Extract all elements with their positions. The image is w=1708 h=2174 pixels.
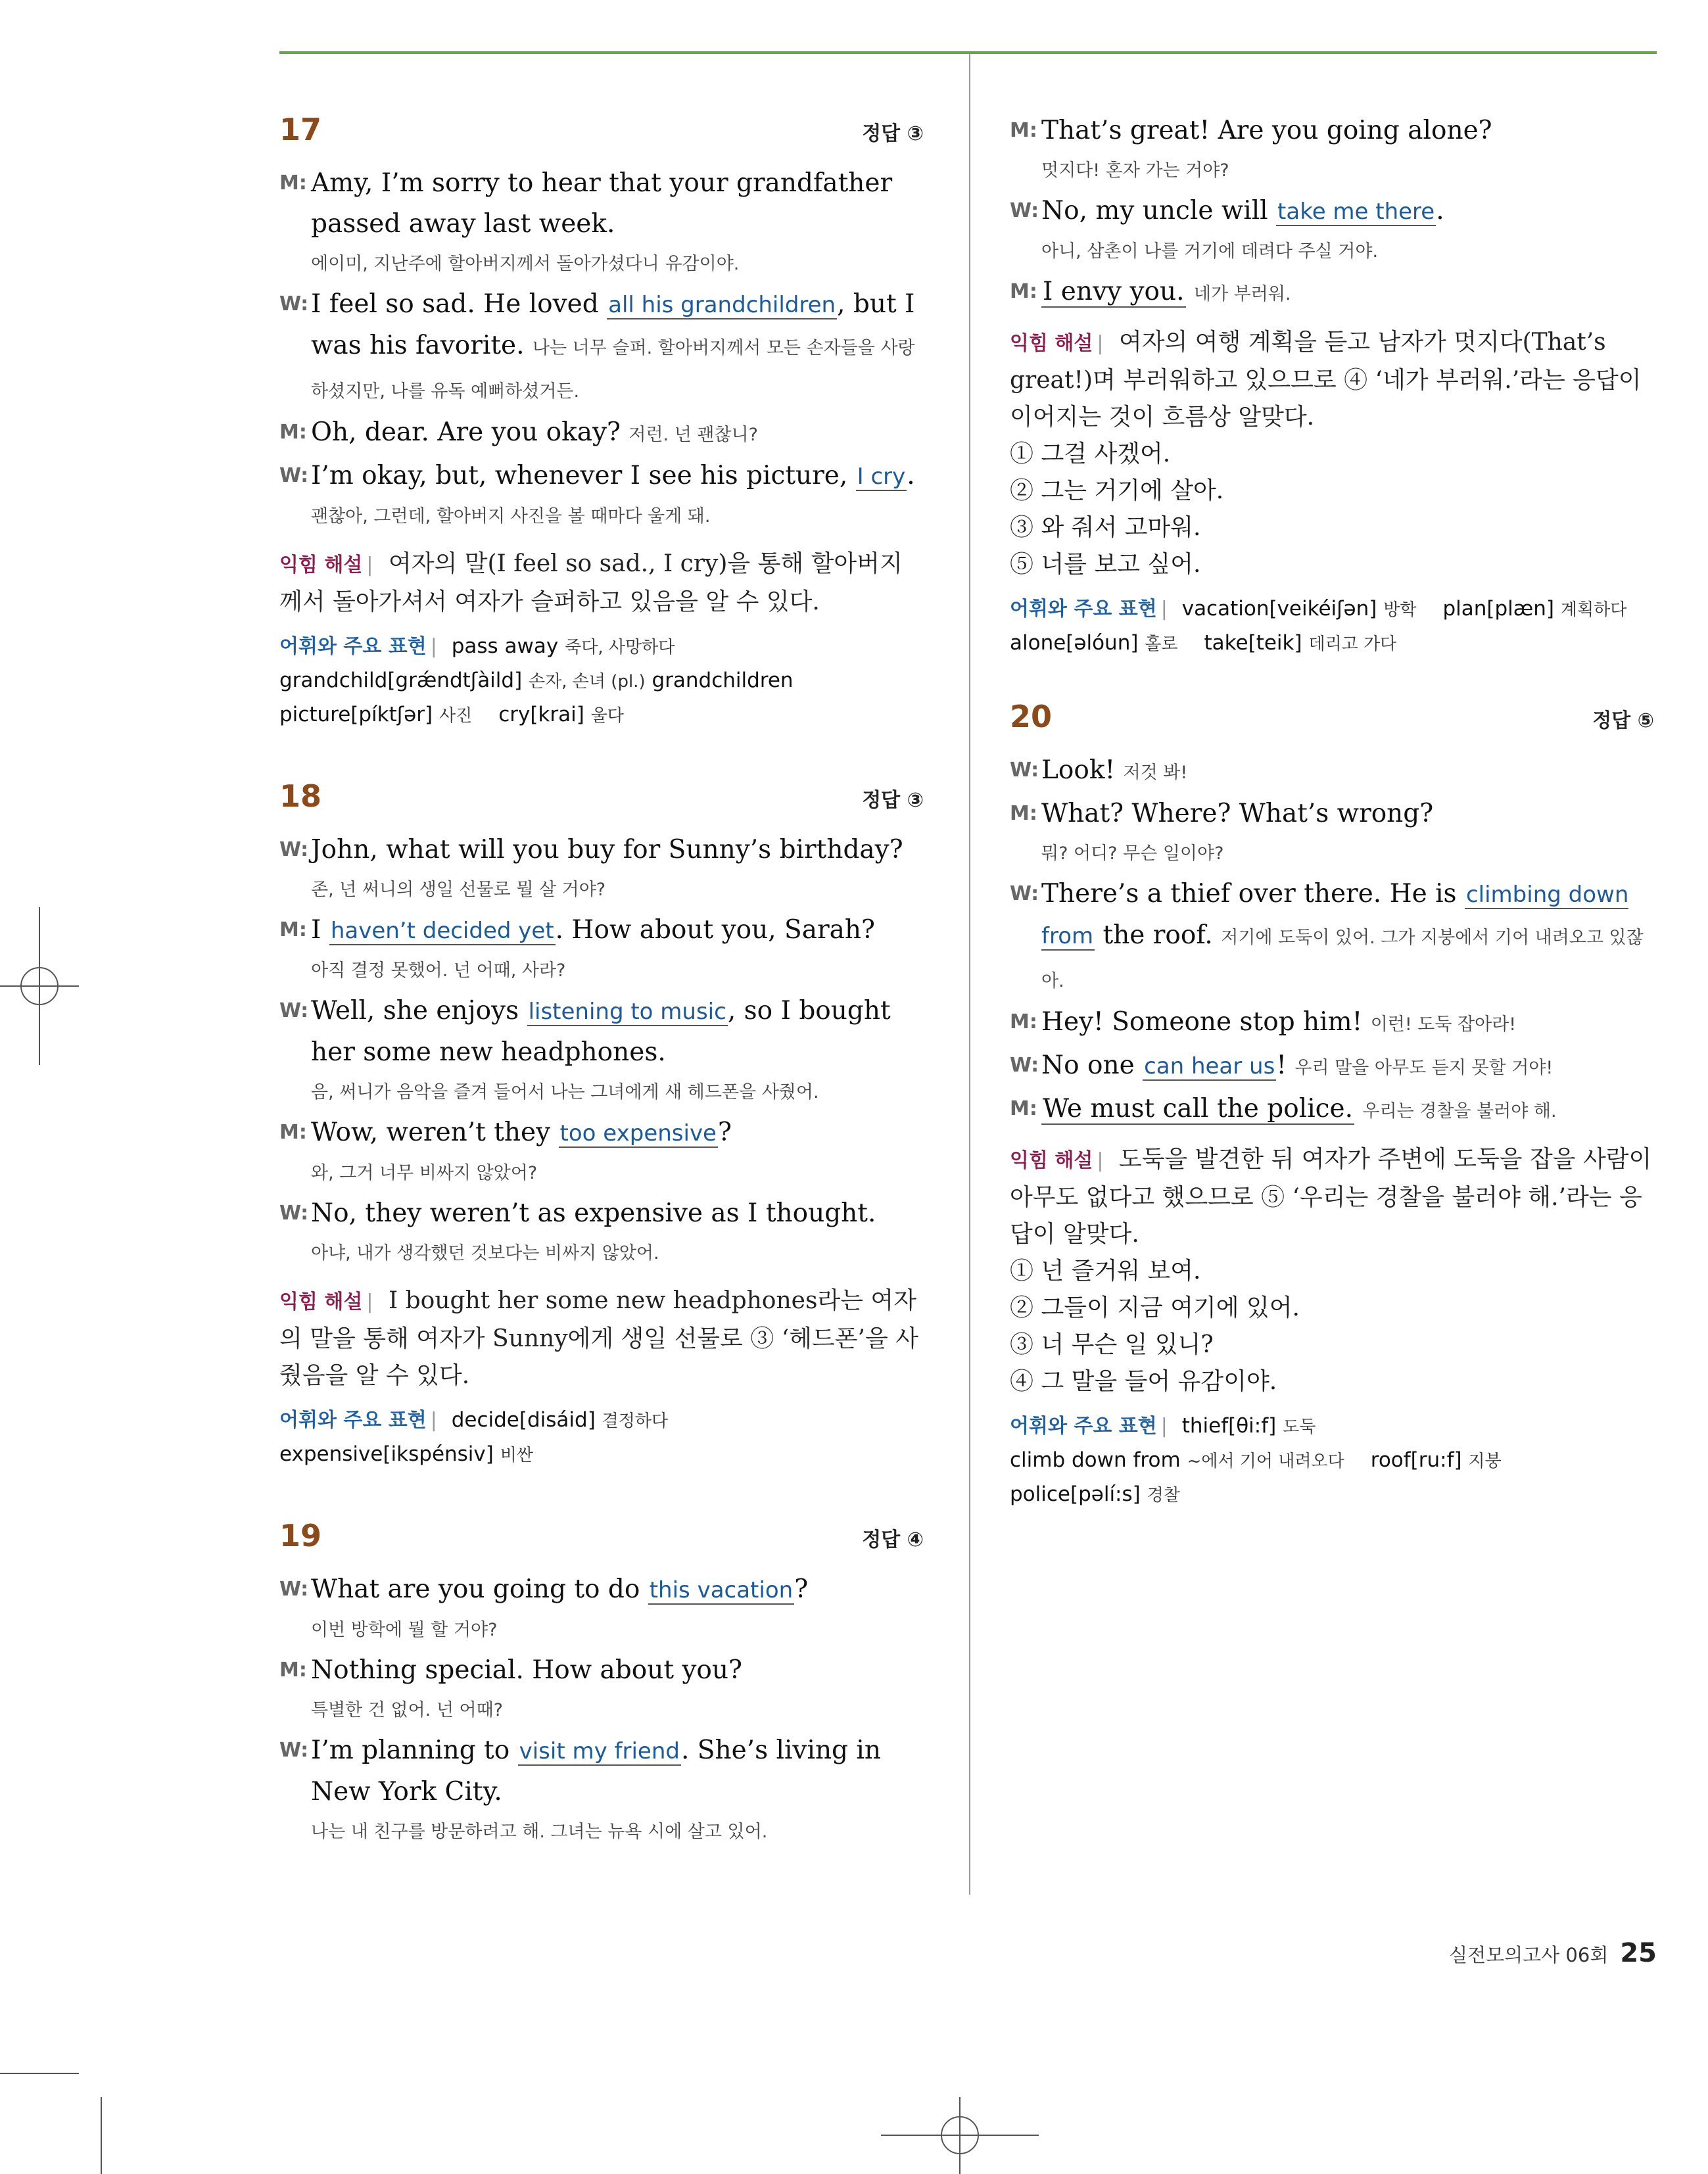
- speaker-label: M:: [1010, 280, 1037, 303]
- vocab-word: grandchildren: [652, 669, 794, 692]
- question-20: [1010, 699, 1654, 1512]
- explanation-text: I bought her some new headphones라는 여자의 말을 통해 여자가 Sunny에게 생일 선물로 ③ ‘헤드폰’을 사줬음을 알 수 있다.: [279, 1287, 918, 1389]
- vocab-meaning: 데리고 가다: [1308, 634, 1397, 654]
- speaker-label: W:: [279, 464, 309, 487]
- dialogue-line: [1010, 110, 1654, 151]
- option-item: ⑤ 너를 보고 싶어.: [1010, 551, 1201, 578]
- answer-sentence: We must call the police.: [1043, 1094, 1353, 1123]
- english-text: . She’s living in New York City.: [311, 1736, 882, 1807]
- dialogue-line: [279, 1730, 924, 1812]
- question-19: [279, 1518, 924, 1852]
- dialogue-line: [1010, 874, 1654, 1002]
- english-text: .: [1436, 196, 1444, 225]
- answer-label: 정답 ③: [862, 122, 924, 145]
- korean-translation: 음, 써니가 음악을 즐겨 들어서 나는 그녀에게 새 헤드폰을 사줬어.: [311, 1082, 819, 1102]
- korean-translation: 괜찮아, 그런데, 할아버지 사진을 볼 때마다 울게 돼.: [311, 506, 711, 527]
- korean-translation: 우리는 경찰을 불러야 해.: [1362, 1101, 1557, 1122]
- english-text: Oh, dear. Are you okay?: [311, 417, 621, 447]
- english-text: There’s a thief over there. He is: [1041, 879, 1465, 909]
- dialogue-line: [1010, 1045, 1654, 1089]
- blank-answer: can hear us: [1144, 1053, 1275, 1079]
- option-item: ① 그걸 사겠어.: [1010, 440, 1171, 467]
- blank-answer: visit my friend: [519, 1738, 680, 1764]
- dialogue-line: [1010, 793, 1654, 834]
- english-text: I: [311, 915, 329, 945]
- speaker-label: W:: [279, 999, 309, 1022]
- question-number: 20: [1010, 699, 1053, 734]
- dialogue-line: [1010, 1089, 1654, 1132]
- crop-mark: [0, 2071, 105, 2174]
- korean-translation: 네가 부러워.: [1193, 284, 1291, 304]
- question-number: 17: [279, 112, 322, 147]
- question-number: 19: [279, 1518, 322, 1553]
- speaker-label: M:: [279, 918, 307, 941]
- question-17: [279, 112, 924, 732]
- speaker-label: W:: [279, 838, 309, 861]
- vocab-meaning: ~에서 기어 내려오다: [1187, 1452, 1344, 1471]
- speaker-label: W:: [1010, 1054, 1039, 1077]
- korean-translation: 저것 봐!: [1123, 763, 1188, 783]
- vocabulary-tag: 어휘와 주요 표현: [279, 635, 427, 658]
- english-text: I’m okay, but, whenever I see his picture,: [311, 461, 856, 490]
- vocab-word: expensive[ikspénsiv]: [279, 1442, 494, 1466]
- vocabulary-tag: 어휘와 주요 표현: [1010, 1415, 1157, 1438]
- left-column: [279, 112, 924, 1898]
- english-text: I feel so sad. He loved: [311, 289, 607, 319]
- dialogue-line: [279, 1112, 924, 1154]
- option-item: ④ 그 말을 들어 유감이야.: [1010, 1368, 1277, 1395]
- vocab-word: pass away: [451, 634, 559, 658]
- vocabulary: 어휘와 주요 표현 | thief[θi:f] 도둑 climb down from ~에서 기어 내려오다 roof[ru:f] 지붕 police[pəlí:s] 경찰: [1010, 1414, 1502, 1506]
- english-text: Look!: [1041, 755, 1116, 785]
- option-list: [1010, 436, 1654, 583]
- korean-translation: 나는 너무 슬퍼. 할아버지께서 모든 손자들을 사랑하셨지만, 나를 유독 예뻐하셨거든.: [311, 338, 915, 402]
- blank-answer: too expensive: [559, 1120, 717, 1146]
- vocab-word: plan[plæn]: [1442, 597, 1554, 621]
- dialogue-line: [1010, 191, 1654, 232]
- vocab-word: thief[θi:f]: [1181, 1414, 1277, 1438]
- dialogue-line: [279, 284, 924, 412]
- dialogue-line: [279, 1650, 924, 1691]
- blank-answer: this vacation: [649, 1577, 794, 1603]
- footer-label: 실전모의고사 06회: [1449, 1944, 1609, 1966]
- dialogue-line: [1010, 750, 1654, 793]
- registration-mark-bottom: [874, 2084, 1045, 2174]
- vocab-meaning: 사진: [439, 706, 473, 726]
- korean-translation: 저런. 넌 괜찮니?: [629, 425, 758, 445]
- page-footer: [1449, 1938, 1657, 1968]
- vocabulary: 어휘와 주요 표현 | vacation[veikéiʃən] 방학 plan[plæn] 계획하다 alone[əlóun] 홀로 take[teik] 데리고 가다: [1010, 597, 1627, 655]
- korean-translation: 와, 그거 너무 비싸지 않았어?: [311, 1163, 538, 1183]
- blank-answer: haven’t decided yet: [330, 918, 554, 944]
- explanation: 익힘 해설 | 여자의 말(I feel so sad., I cry)을 통해 할아버지께서 돌아가셔서 여자가 슬퍼하고 있음을 알 수 있다.: [279, 550, 903, 615]
- speaker-label: W:: [1010, 199, 1039, 222]
- vocab-word: cry[krai]: [498, 703, 584, 726]
- vocab-word: decide[disáid]: [451, 1408, 596, 1432]
- speaker-label: W:: [1010, 759, 1039, 782]
- english-text: Nothing special. How about you?: [311, 1655, 742, 1685]
- vocab-meaning: 비싼: [500, 1446, 533, 1465]
- english-text: Amy, I’m sorry to hear that your grandfather passed away last week.: [311, 168, 893, 239]
- blank-answer: I cry: [857, 463, 906, 490]
- vocab-meaning: 죽다, 사망하다: [565, 638, 675, 657]
- korean-translation: 나는 내 친구를 방문하려고 해. 그녀는 뉴욕 시에 살고 있어.: [311, 1822, 768, 1842]
- speaker-label: W:: [1010, 882, 1039, 905]
- speaker-label: M:: [1010, 1010, 1037, 1033]
- vocab-meaning: 울다: [590, 706, 624, 726]
- speaker-label: W:: [279, 1739, 309, 1762]
- english-text: ?: [794, 1574, 809, 1604]
- explanation: 익힘 해설 | 여자의 여행 계획을 듣고 남자가 멋지다(That’s great!)며 부러워하고 있으므로 ④ ‘네가 부러워.’라는 응답이 이어지는 것이 흐름상 알맞다.: [1010, 329, 1642, 431]
- page-number: 25: [1620, 1938, 1657, 1968]
- dialogue-line: [1010, 272, 1654, 315]
- english-text: No one: [1041, 1051, 1143, 1080]
- column-divider: [969, 54, 970, 1895]
- explanation-tag: 익힘 해설: [279, 1290, 363, 1313]
- korean-translation: 이런! 도둑 잡아라!: [1370, 1014, 1517, 1035]
- vocab-meaning: 손자, 손녀 (pl.): [529, 672, 646, 692]
- dialogue-line: [279, 910, 924, 951]
- option-item: ② 그들이 지금 여기에 있어.: [1010, 1294, 1300, 1321]
- vocab-meaning: 도둑: [1283, 1417, 1316, 1437]
- vocab-meaning: 결정하다: [602, 1411, 669, 1431]
- korean-translation: 우리 말을 아무도 듣지 못할 거야!: [1294, 1058, 1554, 1078]
- english-text: John, what will you buy for Sunny’s birthday?: [311, 835, 903, 864]
- english-text: What are you going to do: [311, 1574, 648, 1604]
- dialogue-line: [279, 1569, 924, 1611]
- vocab-word: alone[əlóun]: [1010, 631, 1139, 655]
- vocabulary: 어휘와 주요 표현 | pass away 죽다, 사망하다 grandchild[grǽndtʃàild] 손자, 손녀 (pl.) grandchildren picture[píktʃər] 사진 cry[krai] 울다: [279, 634, 794, 726]
- vocab-word: vacation[veikéiʃən]: [1181, 597, 1377, 621]
- speaker-label: M:: [279, 1121, 307, 1144]
- answer-label: 정답 ④: [862, 1528, 924, 1551]
- explanation-tag: 익힘 해설: [1010, 332, 1093, 355]
- vocab-meaning: 지붕: [1468, 1452, 1502, 1471]
- english-text: !: [1276, 1051, 1287, 1080]
- vocab-meaning: 경찰: [1147, 1486, 1180, 1505]
- right-column: [1010, 110, 1654, 1558]
- explanation-text: 도둑을 발견한 뒤 여자가 주변에 도둑을 잡을 사람이 아무도 없다고 했으므로 ⑤ ‘우리는 경찰을 불러야 해.’라는 응답이 알맞다.: [1010, 1146, 1652, 1248]
- explanation: 익힘 해설 | I bought her some new headphones라는 여자의 말을 통해 여자가 Sunny에게 생일 선물로 ③ ‘헤드폰’을 사줬음을 알 수 있다.: [279, 1287, 918, 1389]
- speaker-label: W:: [279, 1202, 309, 1225]
- dialogue-line: [279, 830, 924, 870]
- korean-translation: 저기에 도둑이 있어. 그가 지붕에서 기어 내려오고 있잖아.: [1041, 928, 1644, 991]
- vocab-word: climb down from: [1010, 1448, 1181, 1472]
- speaker-label: M:: [279, 172, 307, 195]
- vocab-meaning: 방학: [1383, 600, 1417, 620]
- top-rule: [279, 51, 1657, 54]
- korean-translation: 존, 넌 써니의 생일 선물로 뭘 살 거야?: [311, 880, 606, 900]
- vocab-meaning: 홀로: [1145, 634, 1178, 654]
- answer-sentence: I envy you.: [1043, 277, 1185, 306]
- question-header: [279, 112, 924, 155]
- speaker-label: W:: [279, 1578, 309, 1601]
- english-text: Hey! Someone stop him!: [1041, 1007, 1363, 1037]
- question-18: [279, 778, 924, 1472]
- question-header: [279, 1518, 924, 1561]
- english-text: , but I was his favorite.: [311, 289, 915, 360]
- speaker-label: M:: [279, 1659, 307, 1682]
- speaker-label: M:: [1010, 802, 1037, 825]
- english-text: What? Where? What’s wrong?: [1041, 799, 1434, 828]
- korean-translation: 아니, 삼촌이 나를 거기에 데려다 주실 거야.: [1041, 241, 1379, 262]
- vocab-word: grandchild[grǽndtʃàild]: [279, 669, 523, 692]
- option-item: ③ 너 무슨 일 있니?: [1010, 1331, 1214, 1358]
- speaker-label: M:: [279, 421, 307, 444]
- korean-translation: 에이미, 지난주에 할아버지께서 돌아가셨다니 유감이야.: [311, 254, 740, 274]
- speaker-label: M:: [1010, 1097, 1037, 1120]
- dialogue-line: [279, 991, 924, 1073]
- dialogue-line: [279, 412, 924, 456]
- vocab-word: picture[píktʃər]: [279, 703, 433, 726]
- registration-mark-left: [0, 907, 85, 1065]
- question-number: 18: [279, 778, 322, 814]
- korean-translation: 아냐, 내가 생각했던 것보다는 비싸지 않았어.: [311, 1243, 659, 1264]
- english-text: Well, she enjoys: [311, 996, 527, 1026]
- english-text: .: [907, 461, 915, 490]
- english-text: I’m planning to: [311, 1736, 518, 1765]
- vocab-meaning: 계획하다: [1560, 600, 1627, 620]
- korean-translation: 뭐? 어디? 무슨 일이야?: [1041, 843, 1224, 864]
- dialogue-line: [279, 163, 924, 245]
- explanation-tag: 익힘 해설: [1010, 1149, 1093, 1172]
- vocab-word: police[pəlí:s]: [1010, 1482, 1141, 1506]
- english-text: No, they weren’t as expensive as I thought.: [311, 1198, 876, 1228]
- option-item: ② 그는 거기에 살아.: [1010, 477, 1224, 504]
- blank-answer: all his grandchildren: [608, 292, 836, 318]
- explanation: 익힘 해설 | 도둑을 발견한 뒤 여자가 주변에 도둑을 잡을 사람이 아무도 없다고 했으므로 ⑤ ‘우리는 경찰을 불러야 해.’라는 응답이 알맞다.: [1010, 1146, 1652, 1248]
- question-header: [1010, 699, 1654, 742]
- dialogue-line: [279, 1193, 924, 1234]
- english-text: . How about you, Sarah?: [555, 915, 875, 945]
- answer-label: 정답 ⑤: [1592, 709, 1654, 732]
- dialogue-line: [1010, 1002, 1654, 1045]
- speaker-label: M:: [1010, 119, 1037, 142]
- english-text: That’s great! Are you going alone?: [1041, 116, 1492, 145]
- explanation-text: 여자의 여행 계획을 듣고 남자가 멋지다(That’s great!)며 부러워하고 있으므로 ④ ‘네가 부러워.’라는 응답이 이어지는 것이 흐름상 알맞다.: [1010, 329, 1642, 431]
- question-19-continued: [1010, 110, 1654, 661]
- option-item: ① 넌 즐거워 보여.: [1010, 1258, 1201, 1285]
- blank-answer: listening to music: [528, 999, 726, 1025]
- vocab-word: take[teik]: [1204, 631, 1302, 655]
- blank-answer: take me there: [1277, 199, 1435, 225]
- korean-translation: 멋지다! 혼자 가는 거야?: [1041, 160, 1229, 181]
- dialogue-line: [279, 456, 924, 497]
- english-text: No, my uncle will: [1041, 196, 1277, 225]
- english-text: the roof.: [1095, 920, 1213, 950]
- answer-label: 정답 ③: [862, 789, 924, 812]
- vocabulary-tag: 어휘와 주요 표현: [1010, 598, 1157, 621]
- korean-translation: 이번 방학에 뭘 할 거야?: [311, 1620, 498, 1640]
- vocabulary-tag: 어휘와 주요 표현: [279, 1409, 427, 1432]
- explanation-tag: 익힘 해설: [279, 554, 363, 577]
- english-text: ?: [717, 1118, 732, 1147]
- english-text: , so I bought her some new headphones.: [311, 996, 891, 1067]
- korean-translation: 아직 결정 못했어. 넌 어때, 사라?: [311, 960, 566, 981]
- speaker-label: W:: [279, 293, 309, 316]
- option-list: [1010, 1253, 1654, 1400]
- english-text: Wow, weren’t they: [311, 1118, 559, 1147]
- vocab-word: roof[ru:f]: [1370, 1448, 1462, 1472]
- vocabulary: 어휘와 주요 표현 | decide[disáid] 결정하다 expensive[ikspénsiv] 비싼: [279, 1408, 669, 1466]
- question-header: [279, 778, 924, 822]
- option-item: ③ 와 줘서 고마워.: [1010, 514, 1201, 541]
- korean-translation: 특별한 건 없어. 넌 어때?: [311, 1700, 503, 1720]
- blank-answer: climbing down from: [1041, 882, 1629, 949]
- explanation-text: 여자의 말(I feel so sad., I cry)을 통해 할아버지께서 돌아가셔서 여자가 슬퍼하고 있음을 알 수 있다.: [279, 550, 903, 615]
